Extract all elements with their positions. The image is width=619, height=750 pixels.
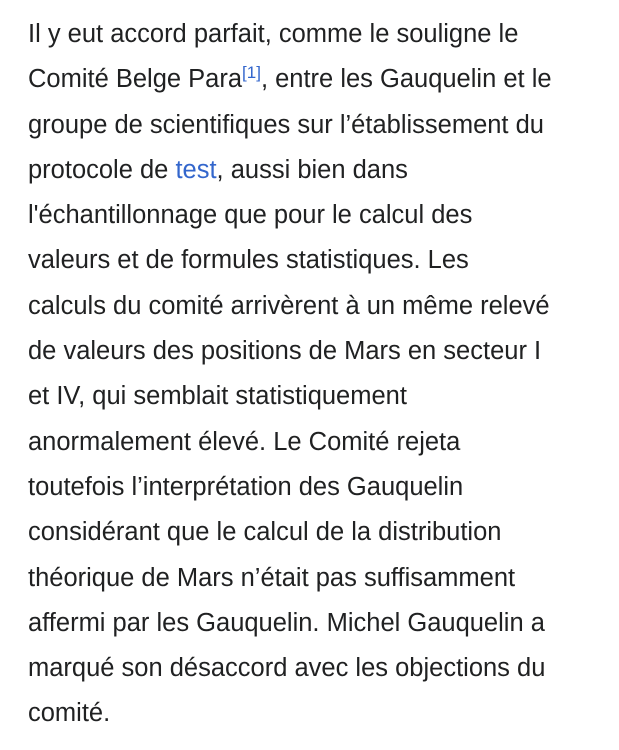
text-line: calculs du comité arrivèrent à un même relevé [28,291,550,320]
text-segment: Comité Belge Para [28,65,243,94]
text-segment: , entre les Gauquelin et le [260,65,552,94]
text-segment: protocole de [28,155,176,184]
text-line: groupe de scientifiques sur l’établissement du [28,110,544,139]
text-line: marqué son désaccord avec les objections du [28,654,546,683]
text-line: l'échantillonnage que pour le calcul des [28,201,473,230]
article-paragraph [28,12,599,737]
text-line: toutefois l’interprétation des Gauquelin [28,472,464,501]
text-line: valeurs et de formules statistiques. Les [28,246,469,275]
text-line: et IV, qui semblait statistiquement [28,382,407,411]
text-line: anormalement élevé. Le Comité rejeta [28,427,461,456]
test-link[interactable]: test [175,155,217,184]
text-segment: , aussi bien dans [216,155,408,184]
text-line: considérant que le calcul de la distribution [28,518,502,547]
text-line: théorique de Mars n’était pas suffisamment [28,563,516,592]
text-line [28,57,599,102]
text-line: de valeurs des positions de Mars en secteur I [28,337,542,366]
text-line: affermi par les Gauquelin. Michel Gauquelin a [28,608,545,637]
text-line: Il y eut accord parfait, comme le souligne le [28,20,519,48]
text-line: comité. [28,699,111,728]
reference-link[interactable]: [1] [242,62,261,82]
text-line [28,148,599,193]
